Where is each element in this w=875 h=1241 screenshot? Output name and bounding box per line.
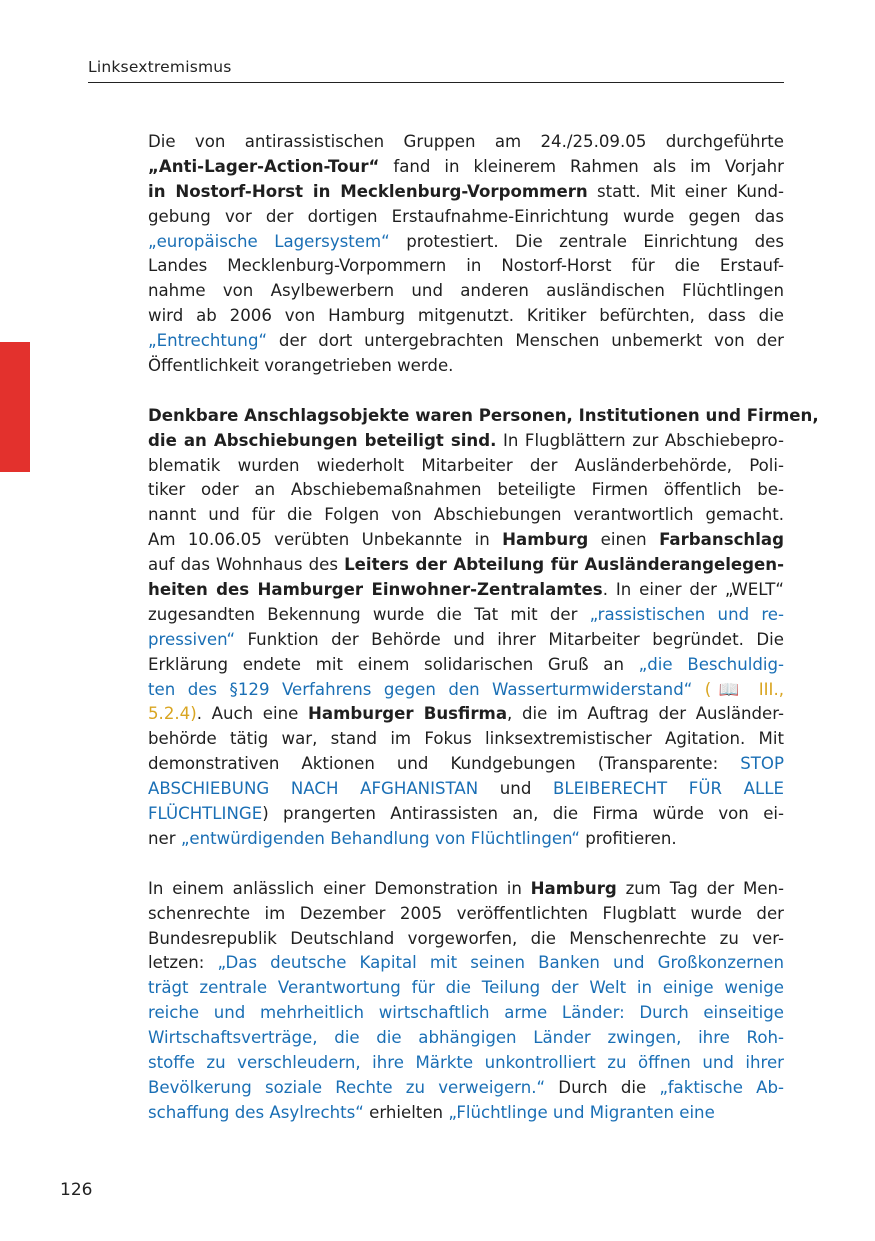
header-rule [88,82,784,83]
text-run: Bundesrepublik Deutschland vorgeworfen, die Menschenrechte zu ver- [148,928,784,948]
text-run: einen [588,530,660,550]
quoted-text: Bevölkerung soziale Rechte zu verweigern.“ [148,1077,546,1097]
quoted-text: FLÜCHTLINGE [148,804,263,824]
quoted-text: „faktische Ab- [659,1077,784,1097]
text-run: zugesandten Bekennung wurde die Tat mit der [148,604,590,624]
text-line [148,553,784,578]
bold-text: die an Abschiebungen beteiligt sind. [148,430,497,450]
text-line [148,603,784,628]
text-line [148,329,784,354]
text-run: nannt und für die Folgen von Abschiebungen verantwortlich gemacht. [148,505,784,525]
text-line [148,628,784,653]
bold-text: Hamburg [530,878,617,898]
text-run: Funktion der Behörde und ihrer Mitarbeiter begründet. Die [235,629,784,649]
bold-text: Farbanschlag [659,530,784,550]
quoted-text: „Das deutsche Kapital mit seinen Banken und Großkonzernen [217,953,784,973]
text-line [148,130,784,155]
quoted-text: ABSCHIEBUNG NACH AFGHANISTAN [148,779,479,799]
text-line [148,951,784,976]
body-text [148,130,819,1151]
text-run: letzen: [148,953,218,973]
text-run: nahme von Asylbewerbern und anderen ausländischen Flüchtlingen [148,281,784,301]
text-run: . In einer der „WELT“ [602,580,784,600]
book-icon: 📖 [711,679,747,699]
bold-text: Hamburg [502,530,589,550]
text-run: auf das Wohnhaus des [148,555,345,575]
cross-reference: 5.2.4) [148,704,197,724]
quoted-text: „entwürdigenden Behandlung von Flüchtlingen“ [180,828,580,848]
running-header: Linksextremismus [88,58,232,76]
text-run: zum Tag der Men- [616,878,784,898]
text-line [148,254,784,279]
bold-text: Hamburger Busfirma [308,704,508,724]
text-run: In Flugblättern zur Abschiebepro- [496,430,784,450]
text-run: behörde tätig war, stand im Fokus linksextremistischer Agitation. Mit [148,729,784,749]
text-run: erhielten [363,1102,449,1122]
quoted-text: stoffe zu verschleudern, ihre Märkte unkontrolliert zu öffnen und ihrer [148,1052,784,1072]
quoted-text: „Flüchtlinge und Migranten eine [448,1102,715,1122]
bold-text: in Nostorf-Horst in Mecklenburg-Vorpommern [148,181,588,201]
text-run: demonstrativen Aktionen und Kundgebungen (Transparente: [148,754,741,774]
cross-reference: ( [692,679,712,699]
cross-reference: III., [746,679,784,699]
text-line [148,927,784,952]
paragraph [148,130,784,379]
text-line [148,678,784,703]
text-line [148,1026,784,1051]
text-run: wird ab 2006 von Hamburg mitgenutzt. Kritiker befürchten, dass die [148,306,784,326]
text-run: fand in kleinerem Rahmen als im Vorjahr [379,156,784,176]
quoted-text: pressiven“ [148,629,236,649]
text-line [148,1051,784,1076]
text-line [148,180,784,205]
text-line [148,827,784,852]
text-line [148,777,784,802]
text-run: Durch die [545,1077,660,1097]
text-run: schenrechte im Dezember 2005 veröffentlichten Flugblatt wurde der [148,903,784,923]
text-line [148,230,784,255]
text-line [148,503,784,528]
text-line [148,478,784,503]
chapter-marker [0,342,30,472]
quoted-text: „rassistischen und re- [589,604,784,624]
quoted-text: Wirtschaftsverträge, die die abhängigen Länder zwingen, ihre Roh- [148,1028,784,1048]
quoted-text: „europäische Lagersystem“ [148,231,390,251]
text-run: blematik wurden wiederholt Mitarbeiter der Ausländerbehörde, Poli- [148,455,784,475]
text-line [148,578,784,603]
text-run: ) prangerten Antirassisten an, die Firma würde von ei- [262,804,784,824]
bold-text: heiten des Hamburger Einwohner-Zentralamtes [148,580,603,600]
text-line [148,1076,784,1101]
text-line [148,976,784,1001]
quoted-text: STOP [740,754,784,774]
text-line [148,404,819,429]
bold-text: Denkbare Anschlagsobjekte waren Personen, Institutionen und Firmen, [148,405,819,425]
quoted-text: „die Beschuldig- [638,654,784,674]
text-run: statt. Mit einer Kund- [587,181,784,201]
text-run: . Auch eine [196,704,308,724]
bold-text: „Anti-Lager-Action-Tour“ [148,156,380,176]
text-line [148,454,784,479]
text-line [148,702,784,727]
quoted-text: ten des §129 Verfahrens gegen den Wasserturmwiderstand“ [148,679,693,699]
text-run: , die im Auftrag der Ausländer- [507,704,785,724]
text-line [148,877,784,902]
quoted-text: BLEIBERECHT FÜR ALLE [553,779,784,799]
text-run: Öffentlichkeit vorangetrieben werde. [148,356,454,376]
text-run: protestiert. Die zentrale Einrichtung des [389,231,784,251]
text-line [148,727,784,752]
text-run: Am 10.06.05 verübten Unbekannte in [148,530,503,550]
paragraph [148,877,784,1126]
quoted-text: reiche und mehrheitlich wirtschaftlich arme Länder: Durch einseitige [148,1003,784,1023]
page-number: 126 [60,1180,93,1200]
text-line [148,802,784,827]
text-line [148,1001,784,1026]
quoted-text: trägt zentrale Verantwortung für die Teilung der Welt in einige wenige [148,978,784,998]
text-line [148,304,784,329]
text-run: profitieren. [579,828,677,848]
text-line [148,429,784,454]
text-line [148,1101,784,1126]
text-line [148,528,784,553]
text-line [148,205,784,230]
text-line [148,354,784,379]
text-run: tiker oder an Abschiebemaßnahmen beteiligte Firmen öffentlich be- [148,480,784,500]
text-run: gebung vor der dortigen Erstaufnahme-Einrichtung wurde gegen das [148,206,784,226]
text-run: ner [148,828,181,848]
text-run: Landes Mecklenburg-Vorpommern in Nostorf-Horst für die Erstauf- [148,256,784,276]
text-run: der dort untergebrachten Menschen unbemerkt von der [267,331,784,351]
text-run: und [478,779,554,799]
text-run: Erklärung endete mit einem solidarischen Gruß an [148,654,639,674]
text-line [148,279,784,304]
text-run: Die von antirassistischen Gruppen am 24./25.09.05 durchgeführte [148,132,784,151]
text-line [148,902,784,927]
text-line [148,752,784,777]
text-line [148,155,784,180]
text-line [148,653,784,678]
text-run: In einem anlässlich einer Demonstration in [148,878,531,898]
quoted-text: „Entrechtung“ [148,331,268,351]
bold-text: Leiters der Abteilung für Ausländerangelegen- [344,555,784,575]
quoted-text: schaffung des Asylrechts“ [148,1102,364,1122]
paragraph [148,404,819,852]
